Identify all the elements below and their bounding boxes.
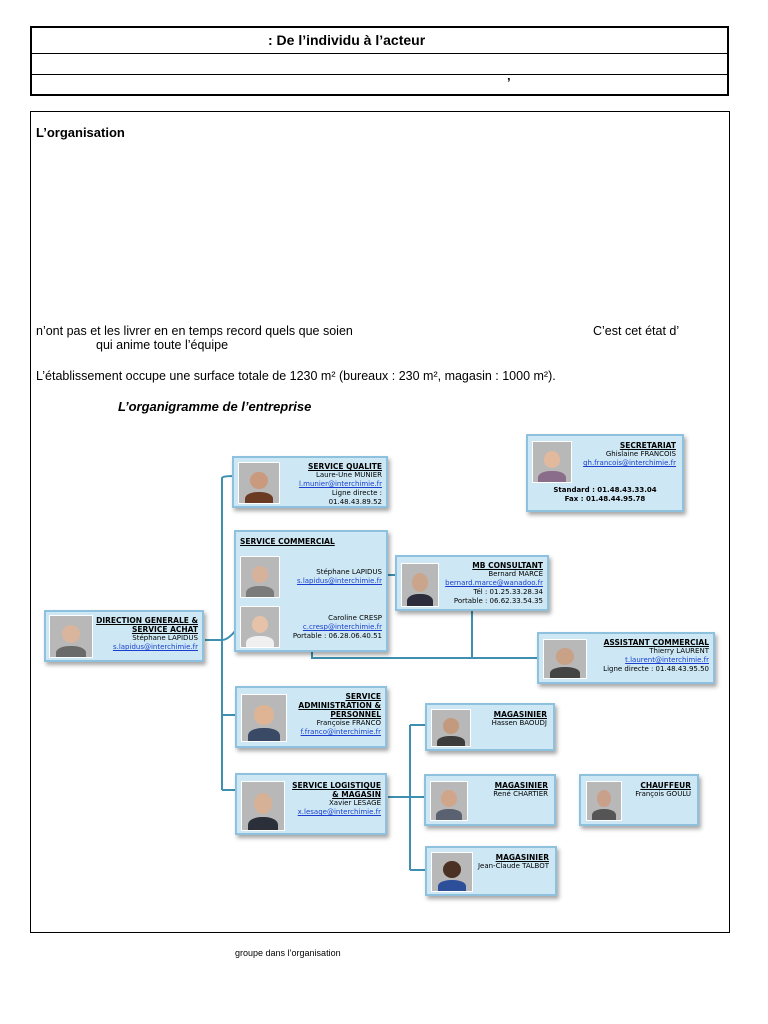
org-email-assistant[interactable]: t.laurent@interchimie.fr: [625, 656, 709, 664]
photo-assistant: [543, 639, 587, 679]
org-fax-secretariat: Fax : 01.48.44.95.78: [564, 495, 646, 503]
photo-chauffeur: [586, 781, 622, 821]
org-box-logistique: [235, 773, 387, 835]
photo-magasinier-1: [431, 709, 471, 747]
photo-commercial-1: [240, 556, 280, 598]
org-box-magasinier-2: [424, 774, 556, 826]
org-name-direction: Stéphane LAPIDUS: [132, 634, 198, 642]
org-standard-secretariat: Standard : 01.48.43.33.04: [553, 486, 657, 494]
org-box-qualite: [232, 456, 388, 508]
org-title-direction: DIRECTION GENERALE & SERVICE ACHAT: [96, 616, 198, 634]
org-box-assistant: [537, 632, 715, 684]
org-email-consultant[interactable]: bernard.marce@wanadoo.fr: [445, 579, 543, 587]
org-name-magasinier-1: Hassen BAOUDJ: [491, 719, 547, 727]
org-title-consultant: MB CONSULTANT: [472, 561, 543, 570]
section-title: L’organisation: [36, 125, 125, 140]
org-phone-qualite: Ligne directe : 01.48.43.89.52: [328, 489, 382, 506]
photo-direction: [49, 615, 93, 658]
org-title-magasinier-2: MAGASINIER: [494, 781, 548, 790]
org-title-commercial: SERVICE COMMERCIAL: [240, 537, 335, 546]
photo-administration: [241, 694, 287, 742]
org-email-logistique[interactable]: x.lesage@interchimie.fr: [297, 808, 381, 816]
org-box-magasinier-1: [425, 703, 555, 751]
paragraph-line-1: n’ont pas et les livrer en en temps record quels que soien: [36, 324, 353, 338]
paragraph-line-2: qui anime toute l’équipe: [96, 338, 229, 352]
photo-logistique: [241, 781, 285, 831]
orgchart-title: L’organigramme de l’entreprise: [118, 399, 312, 414]
paragraph-line-1-right: C’est cet état d’: [593, 324, 680, 338]
org-name-magasinier-2: René CHARTIER: [493, 790, 548, 798]
org-title-chauffeur: CHAUFFEUR: [640, 781, 691, 790]
org-box-secretariat: [526, 434, 684, 512]
org-name-logistique: Xavier LESAGE: [329, 799, 381, 807]
org-email-commercial-2[interactable]: c.cresp@interchimie.fr: [302, 623, 382, 631]
photo-magasinier-2: [430, 781, 468, 821]
photo-secretariat: [532, 441, 572, 483]
org-email-secretariat[interactable]: gh.francois@interchimie.fr: [583, 459, 676, 467]
org-email-commercial-1[interactable]: s.lapidus@interchimie.fr: [296, 577, 382, 585]
org-phone-commercial-2: Portable : 06.28.06.40.51: [292, 632, 382, 640]
org-name-administration: Françoise FRANCO: [316, 719, 381, 727]
org-title-magasinier-1: MAGASINIER: [493, 710, 547, 719]
org-email-qualite[interactable]: l.munier@interchimie.fr: [298, 480, 382, 488]
org-name-secretariat: Ghislaine FRANCOIS: [605, 450, 676, 458]
org-name-chauffeur: François GOULU: [635, 790, 691, 798]
photo-commercial-2: [240, 606, 280, 648]
org-name-commercial-1: Stéphane LAPIDUS: [316, 568, 382, 576]
org-box-administration: [235, 686, 387, 748]
footer-text: groupe dans l’organisation: [235, 948, 341, 958]
org-portable-consultant: Portable : 06.62.33.54.35: [453, 597, 543, 605]
org-name-assistant: Thierry LAURENT: [649, 647, 709, 655]
photo-consultant: [401, 563, 439, 607]
org-phone-assistant: Ligne directe : 01.48.43.95.50: [603, 665, 709, 673]
org-title-administration: SERVICE ADMINISTRATION & PERSONNEL: [298, 692, 381, 719]
org-title-assistant: ASSISTANT COMMERCIAL: [603, 638, 709, 647]
org-name-consultant: Bernard MARCE: [488, 570, 543, 578]
org-tel-consultant: Tél : 01.25.33.28.34: [473, 588, 543, 596]
org-box-consultant: [395, 555, 549, 611]
org-box-magasinier-3: [425, 846, 557, 896]
org-title-magasinier-3: MAGASINIER: [495, 853, 549, 862]
org-box-commercial: [234, 530, 388, 652]
org-name-magasinier-3: Jean-Claude TALBOT: [477, 862, 549, 870]
org-name-qualite: Laure-Une MUNIER: [315, 471, 382, 479]
org-title-logistique: SERVICE LOGISTIQUE & MAGASIN: [292, 781, 381, 799]
org-box-chauffeur: [579, 774, 699, 826]
photo-qualite: [238, 462, 280, 504]
org-title-qualite: SERVICE QUALITE: [308, 462, 382, 471]
org-name-commercial-2: Caroline CRESP: [328, 614, 382, 622]
header-apostrophe: ’: [507, 75, 511, 90]
org-email-direction[interactable]: s.lapidus@interchimie.fr: [112, 643, 198, 651]
org-box-direction: [44, 610, 204, 662]
org-title-secretariat: SECRETARIAT: [619, 441, 676, 450]
org-email-administration[interactable]: f.franco@interchimie.fr: [300, 728, 381, 736]
header-title: : De l’individu à l’acteur: [268, 32, 426, 48]
surface-text: L’établissement occupe une surface totale de 1230 m² (bureaux : 230 m², magasin : 1000 m²).: [36, 369, 556, 383]
